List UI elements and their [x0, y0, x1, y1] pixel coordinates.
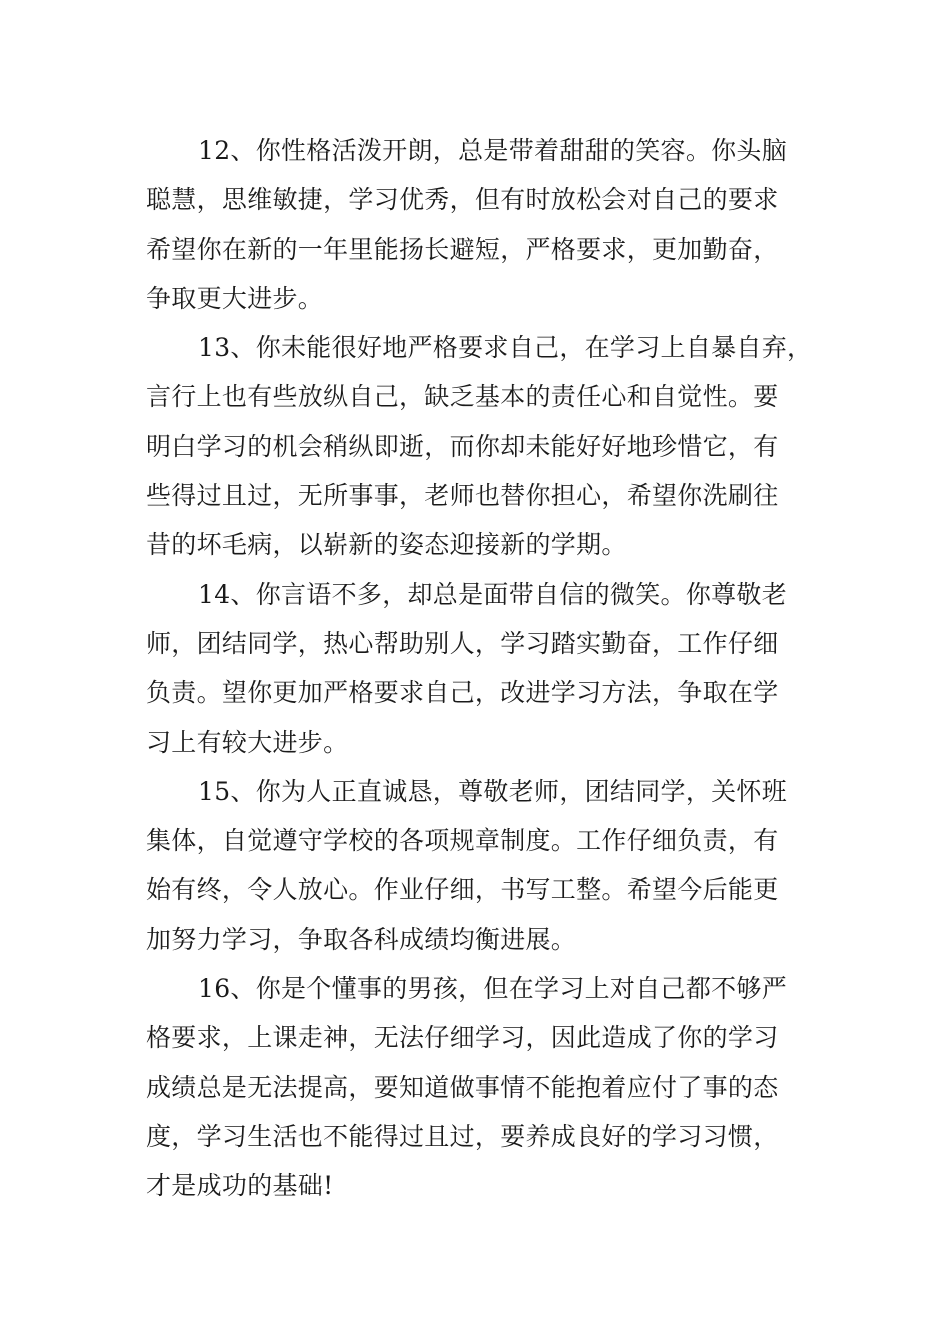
paragraph-line: 12、你性格活泼开朗，总是带着甜甜的笑容。你头脑 [198, 136, 788, 165]
paragraph-line: 度，学习生活也不能得过且过，要养成良好的学习习惯， [146, 1121, 779, 1151]
paragraph-line: 格要求，上课走神，无法仔细学习，因此造成了你的学习 [146, 1023, 779, 1053]
paragraph-comment-12 [146, 126, 836, 323]
paragraph-line: 始有终，令人放心。作业仔细，书写工整。希望今后能更 [146, 875, 779, 905]
paragraph-line: 明白学习的机会稍纵即逝，而你却未能好好地珍惜它，有 [146, 431, 779, 461]
paragraph-comment-13 [146, 323, 836, 569]
paragraph-line: 才是成功的基础! [146, 1171, 334, 1201]
paragraph-line: 聪慧，思维敏捷，学习优秀，但有时放松会对自己的要求 [146, 185, 779, 215]
paragraph-comment-16 [146, 964, 836, 1210]
paragraph-line: 成绩总是无法提高，要知道做事情不能抱着应付了事的态 [146, 1072, 779, 1102]
paragraph-line: 集体，自觉遵守学校的各项规章制度。工作仔细负责，有 [146, 826, 779, 856]
paragraph-line: 昔的坏毛病，以崭新的姿态迎接新的学期。 [146, 530, 627, 560]
paragraph-comment-14 [146, 570, 836, 767]
paragraph-line: 14、你言语不多，却总是面带自信的微笑。你尊敬老 [198, 579, 788, 609]
paragraph-line: 争取更大进步。 [146, 283, 324, 313]
paragraph-line: 负责。望你更加严格要求自己，改进学习方法，争取在学 [146, 678, 779, 708]
paragraph-comment-15 [146, 767, 836, 964]
paragraph-line: 13、你未能很好地严格要求自己，在学习上自暴自弃， [198, 333, 813, 363]
paragraph-line: 些得过且过，无所事事，老师也替你担心，希望你洗刷往 [146, 481, 779, 511]
paragraph-line: 15、你为人正直诚恳，尊敬老师，团结同学，关怀班 [198, 776, 788, 806]
paragraph-line: 希望你在新的一年里能扬长避短，严格要求，更加勤奋， [146, 234, 779, 264]
paragraph-line: 师，团结同学，热心帮助别人，学习踏实勤奋，工作仔细 [146, 628, 779, 658]
paragraph-line: 16、你是个懂事的男孩，但在学习上对自己都不够严 [198, 974, 788, 1004]
paragraph-line: 加努力学习，争取各科成绩均衡进展。 [146, 924, 577, 954]
paragraph-line: 习上有较大进步。 [146, 727, 349, 757]
paragraph-line: 言行上也有些放纵自己，缺乏基本的责任心和自觉性。要 [146, 382, 779, 412]
document-body [146, 126, 836, 1211]
